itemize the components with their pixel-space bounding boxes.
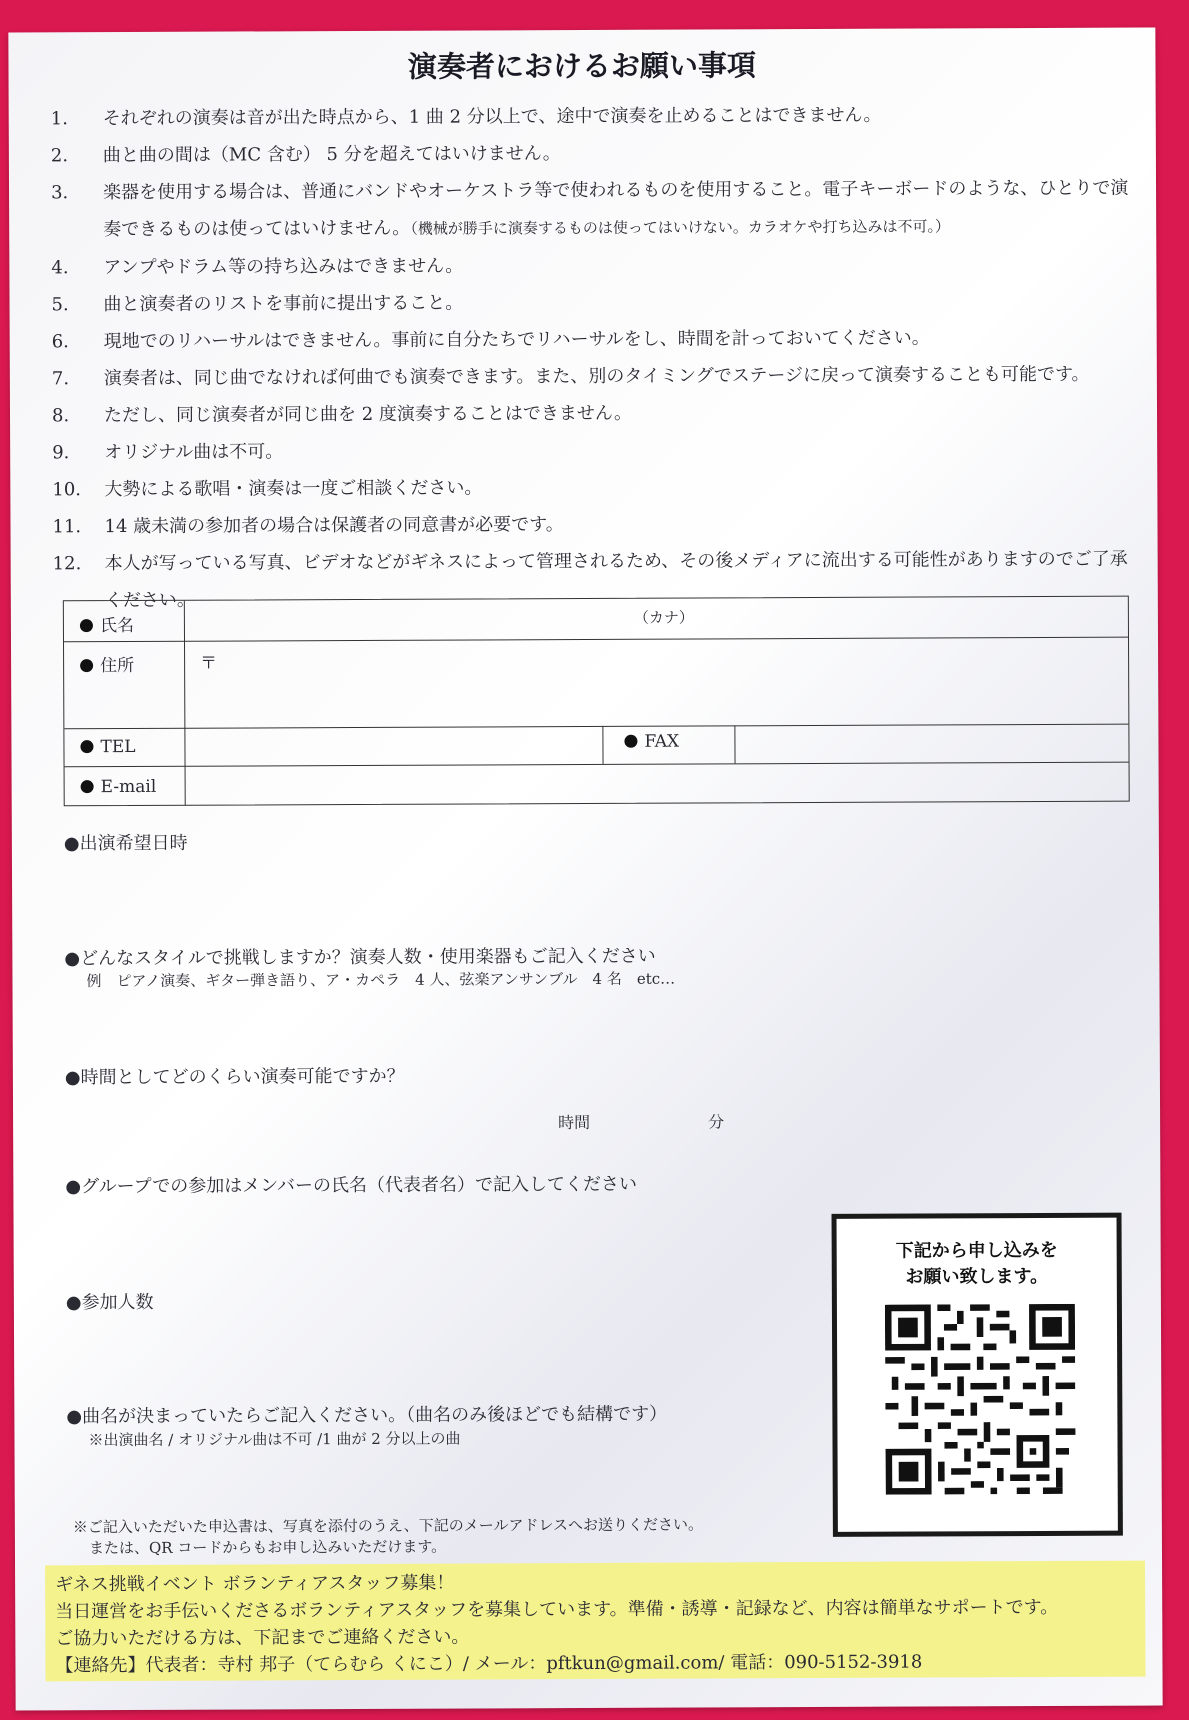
rule-item	[51, 170, 1141, 250]
name-label: 氏名	[80, 611, 134, 636]
bullet-icon	[80, 659, 93, 672]
rule-number: 10.	[52, 479, 82, 501]
style-example: 例 ピアノ演奏、ギター弾き語り、ア・カペラ 4 人、弦楽アンサンブル 4 名 etc…	[86, 969, 676, 991]
banner-line: 当日運営をお手伝いくださるボランティアスタッフを募集しています。準備・誘導・記録など、内容は簡単なサポートです。	[55, 1596, 1059, 1623]
rule-text: ただし、同じ演奏者が同じ曲を 2 度演奏することはできません。	[103, 402, 633, 427]
rule-text: 曲と演奏者のリストを事前に提出すること。	[103, 292, 464, 316]
rule-text: 現地でのリハーサルはできません。事前に自分たちでリハーサルをし、時間を計っておいてください。	[103, 327, 930, 353]
email-field[interactable]	[187, 763, 1128, 805]
postal-mark: 〒	[200, 653, 218, 674]
qr-caption-line: お願い致します。	[905, 1265, 1049, 1288]
rule-number: 4.	[51, 257, 69, 279]
rule-item	[52, 319, 1142, 361]
table-divider	[734, 725, 735, 763]
bullet-icon	[80, 619, 93, 632]
footnote-line: または、QR コードからもお申し込みいただけます。	[88, 1537, 447, 1558]
rule-text: 曲と曲の間は（MC 含む） 5 分を超えてはいけません。	[102, 143, 561, 167]
duration-label: ●時間としてどのくらい演奏可能ですか？	[64, 1065, 405, 1089]
rule-item	[52, 430, 1142, 472]
rule-number: 12.	[52, 553, 82, 575]
hours-unit: 時間	[558, 1112, 591, 1133]
qr-caption-line: 下記から申し込みを	[895, 1239, 1058, 1262]
song-title-label: ●曲名が決まっていたらご記入ください。（曲名のみ後ほどでも結構です）	[66, 1403, 668, 1428]
rules-list	[51, 96, 1143, 620]
style-label: ●どんなスタイルで挑戦しますか？演奏人数・使用楽器もご記入ください	[64, 945, 656, 970]
page-title: 演奏者におけるお願い事項	[407, 48, 757, 84]
rule-item	[52, 393, 1142, 435]
address-field[interactable]	[186, 638, 1127, 728]
tel-field[interactable]	[186, 727, 601, 766]
preferred-date-field[interactable]	[64, 853, 764, 956]
rule-item	[52, 356, 1142, 398]
rule-number: 9.	[52, 442, 70, 464]
banner-line: ギネス挑戦イベント ボランティアスタッフ募集！	[55, 1572, 455, 1596]
footnote-line: ※ご記入いただいた申込書は、写真を添付のうえ、下記のメールアドレスへお送りください。	[72, 1515, 704, 1537]
qr-code-icon[interactable]	[885, 1304, 1076, 1495]
rule-number: 7.	[51, 368, 70, 390]
rule-number: 8.	[51, 405, 70, 427]
qr-code-panel	[832, 1213, 1123, 1537]
rule-item	[52, 467, 1142, 509]
bullet-icon	[80, 740, 93, 753]
fax-field[interactable]	[736, 725, 1127, 764]
rule-item	[52, 504, 1142, 546]
contact-line: 【連絡先】代表者：寺村 邦子（てらむら くにこ）/ メール：pftkun@gmail.com/ 電話：090-5152-3918	[55, 1651, 923, 1677]
rule-text: 大勢による歌唱・演奏は一度ご相談ください。	[104, 477, 483, 501]
email-label: E-mail	[81, 777, 157, 797]
rule-number: 1.	[50, 108, 68, 130]
rule-item	[51, 96, 1141, 138]
rule-text: アンプやドラム等の持ち込みはできません。	[103, 255, 464, 279]
bullet-icon	[624, 735, 637, 748]
rule-item	[51, 282, 1141, 324]
rule-number: 2.	[50, 145, 69, 167]
rule-text: 本人が写っている写真、ビデオなどがギネスによって管理されるため、その後メディアに流出する可能性がありますのでご了承ください。	[104, 548, 1128, 612]
rule-text: 演奏者は、同じ曲でなければ何曲でも演奏できます。また、別のタイミングでステージに戻って演奏することも可能です。	[103, 363, 1090, 390]
rule-item	[51, 133, 1141, 175]
preferred-date-label: ●出演希望日時	[63, 832, 188, 855]
minutes-unit: 分	[708, 1112, 725, 1132]
rule-number: 11.	[52, 516, 82, 538]
application-form-sheet	[8, 28, 1162, 1711]
applicant-info-table	[63, 596, 1130, 807]
tel-label: TEL	[80, 737, 135, 757]
volunteer-banner	[45, 1561, 1145, 1682]
qr-caption	[837, 1238, 1117, 1291]
participant-count-label: ●参加人数	[65, 1291, 154, 1314]
kana-label: （カナ）	[633, 608, 694, 627]
rule-text: 14 歳未満の参加者の場合は保護者の同意書が必要です。	[104, 514, 564, 538]
rule-item	[51, 245, 1141, 287]
group-members-label: ●グループでの参加はメンバーの氏名（代表者名）で記入してください	[65, 1173, 637, 1198]
fax-label: FAX	[624, 732, 679, 752]
table-divider	[602, 726, 603, 764]
rule-text: それぞれの演奏は音が出た時点から、1 曲 2 分以上で、途中で演奏を止めることはできません。	[102, 104, 882, 130]
bullet-icon	[81, 780, 94, 793]
rule-number: 6.	[51, 331, 69, 353]
address-label: 住所	[80, 651, 134, 676]
rule-text: 楽器を使用する場合は、普通にバンドやオーケストラ等で使われるものを使用すること。電子キーボードのような、ひとりで演奏できるものは使ってはいけません。	[102, 177, 1129, 241]
rule-note: （機械が勝手に演奏するものは使ってはいけない。カラオケや打ち込みは不可。）	[410, 217, 951, 238]
rule-text: オリジナル曲は不可。	[104, 441, 284, 464]
submission-footnote	[73, 1514, 703, 1559]
banner-line: ご協力いただける方は、下記までご連絡ください。	[55, 1626, 470, 1650]
rule-number: 3.	[50, 182, 69, 204]
song-title-note: ※出演曲名 / オリジナル曲は不可 /1 曲が 2 分以上の曲	[88, 1429, 461, 1450]
rule-number: 5.	[51, 294, 69, 316]
